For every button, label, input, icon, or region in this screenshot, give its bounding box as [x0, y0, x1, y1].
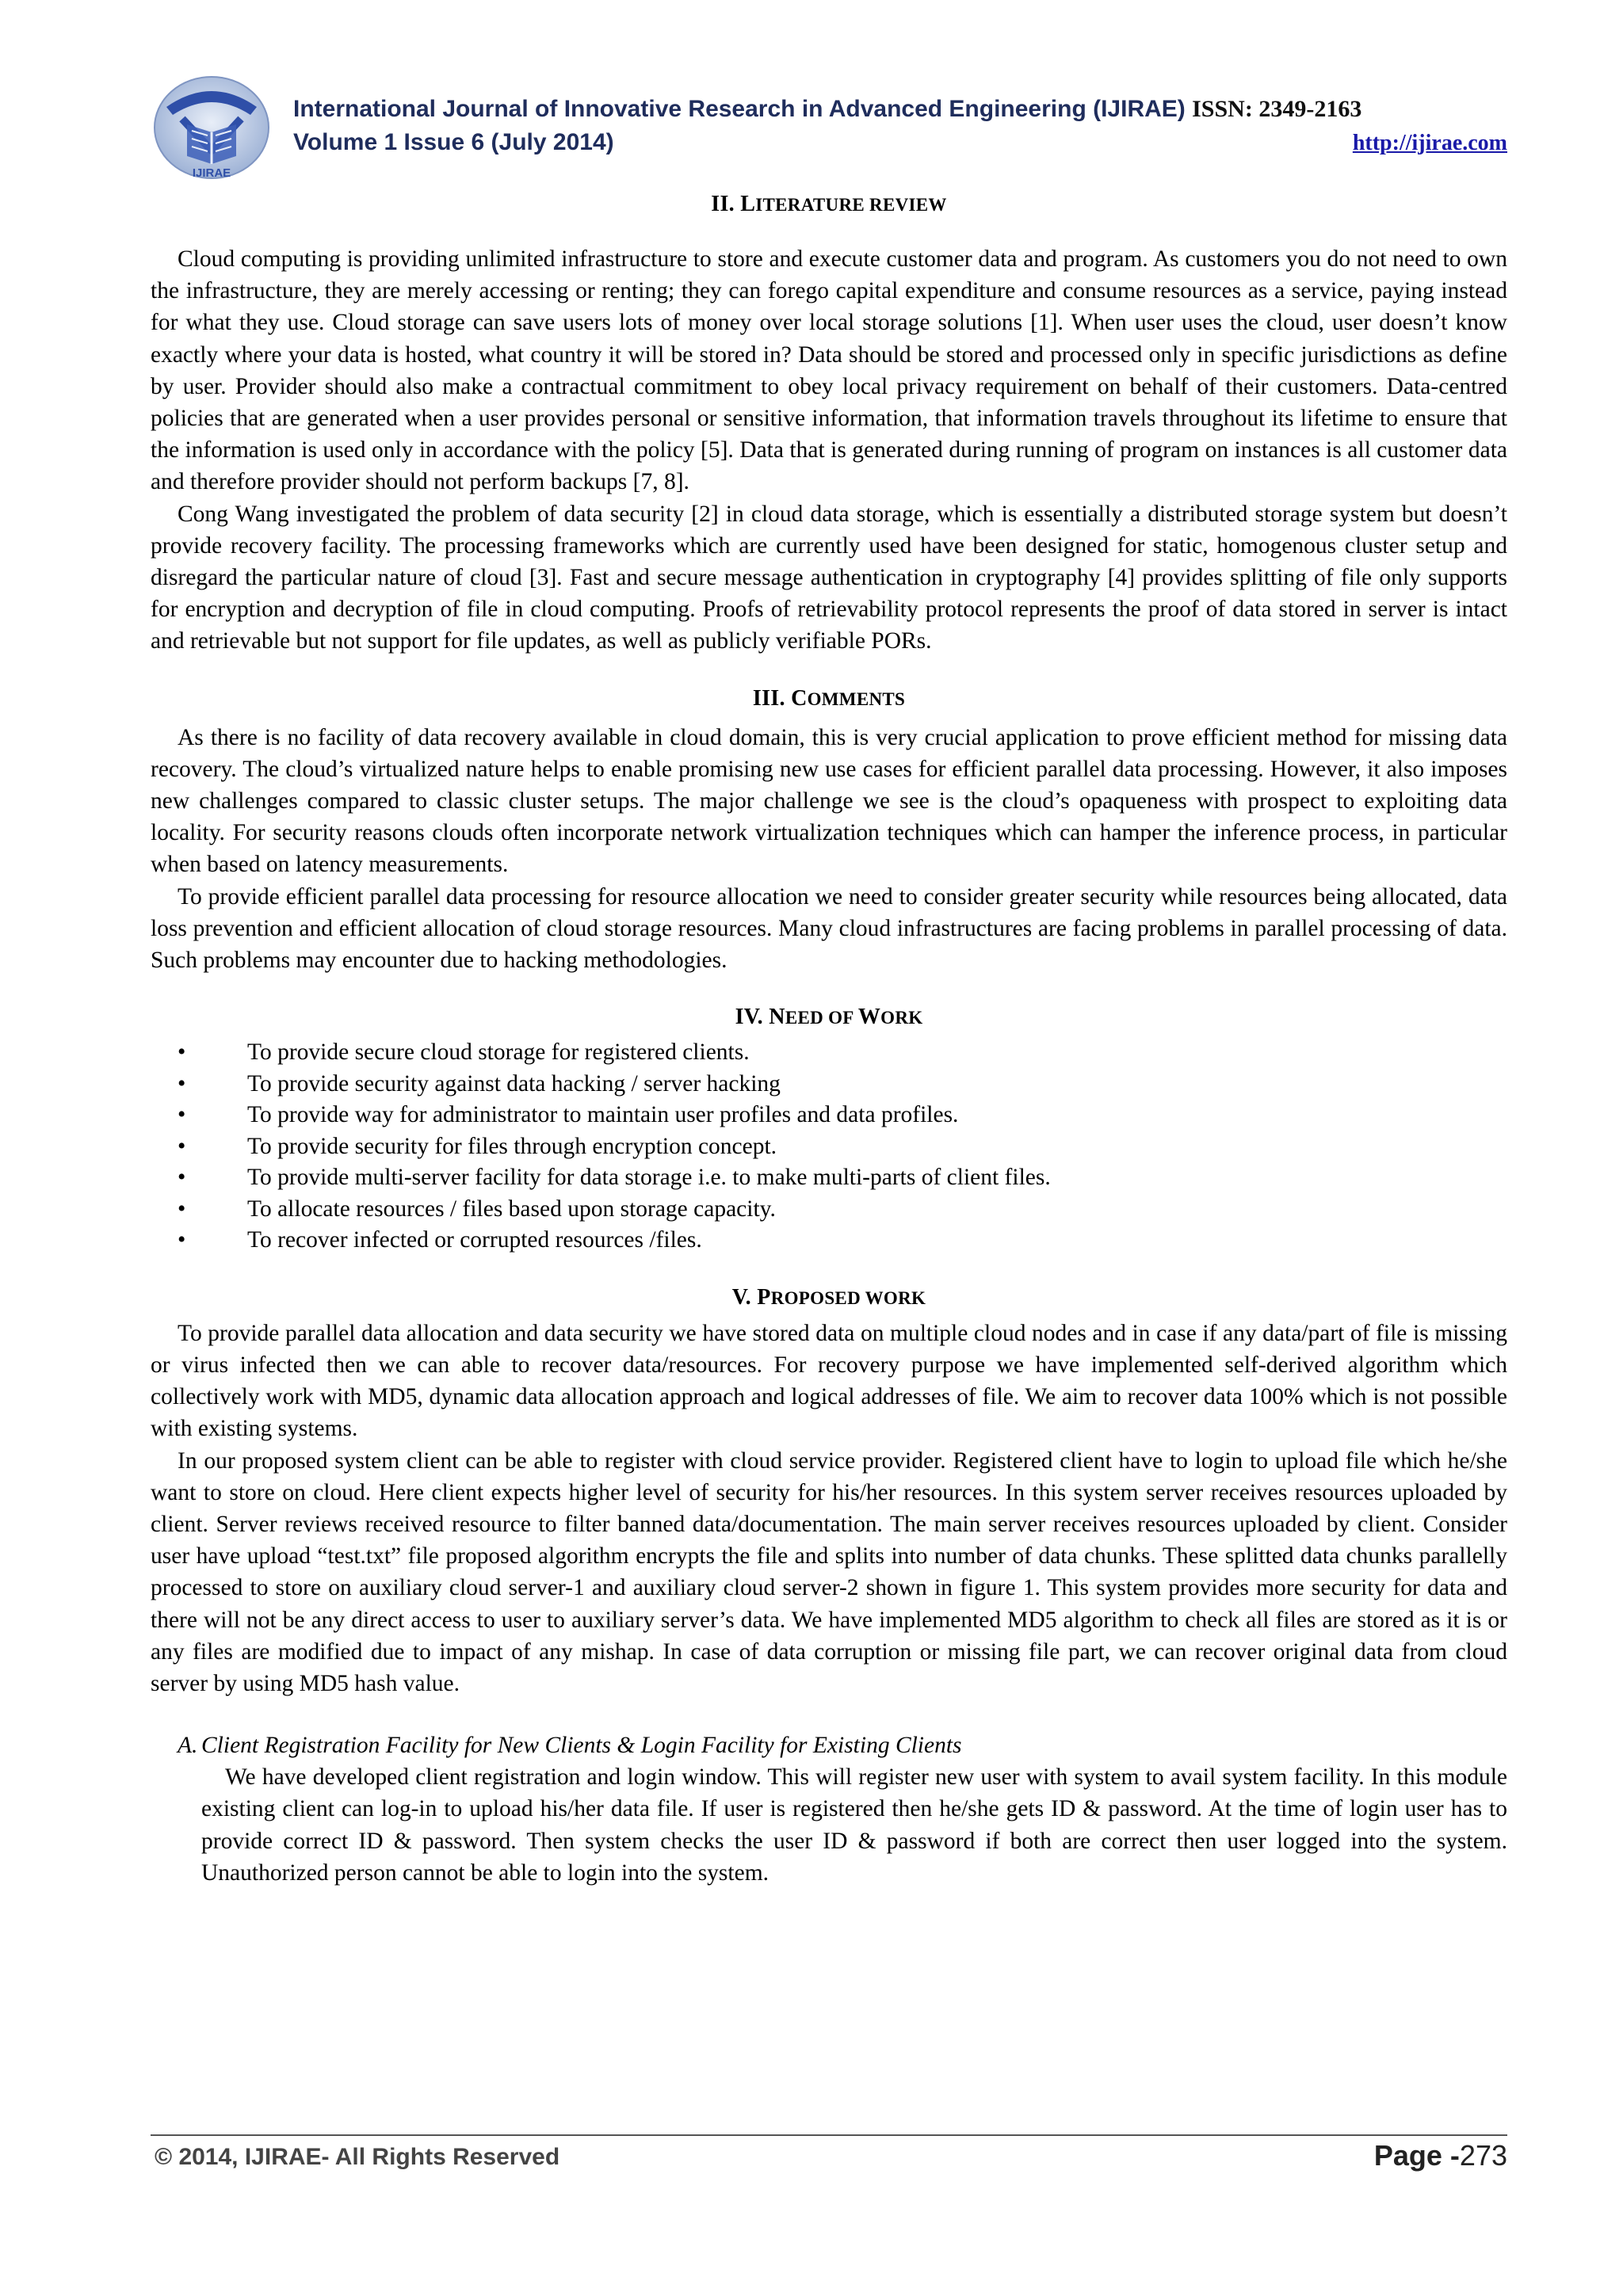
bullet-icon: • — [178, 1039, 186, 1066]
volume-issue: Volume 1 Issue 6 (July 2014) — [293, 129, 614, 155]
section-title-initial: P — [757, 1284, 771, 1310]
bullet-icon: • — [178, 1133, 186, 1159]
paragraph: As there is no facility of data recovery available in cloud domain, this is very crucial application to prove efficient method for missing data recovery. The cloud’s virtualized nature helps to enable promising new use cases for efficient parallel data processing. However, it also imposes new challenges compared to classic cluster setups. The major challenge we see is the cloud’s opaqueness with prospect to exploiting data locality. For security reasons clouds often incorporate network virtualization techniques which can hamper the inference process, in particular when based on latency measurements. — [151, 724, 1507, 878]
list-item: • To provide secure cloud storage for registered clients. — [151, 1037, 1507, 1069]
bullet-icon: • — [178, 1102, 186, 1128]
section-heading-comments — [151, 685, 1507, 714]
section-title-mid: EED OF — [785, 1008, 858, 1028]
paragraph: We have developed client registration and login window. This will register new user with system to avail system facility. In this module existing client can log-in to upload his/her data file. If user is registered then he/she gets ID & password. At the time of login user has to provide correct ID & password. Then system checks the user ID & password if both are correct then user logged into the system. Unauthorized person cannot be able to login into the system. — [201, 1764, 1507, 1886]
page-header — [151, 75, 1507, 178]
subsection-heading — [151, 1730, 1507, 1761]
section-title-rest: ITERATURE REVIEW — [755, 195, 947, 215]
bullet-icon: • — [178, 1165, 186, 1191]
list-item: • To allocate resources / files based upon storage capacity. — [151, 1194, 1507, 1226]
section-title-initial: L — [740, 192, 756, 216]
section-number: III. — [752, 685, 785, 711]
paragraph: To provide efficient parallel data processing for resource allocation we need to consider greater security while resources being allocated, data loss prevention and efficient allocation of cloud storage resources. Many cloud infrastructures are facing problems in parallel processing of data. Such problems may encounter due to hacking methodologies. — [151, 883, 1507, 974]
issn: ISSN: 2349-2163 — [1192, 96, 1362, 122]
page-label: Page - — [1373, 2139, 1460, 2172]
copyright: © 2014, IJIRAE- All Rights Reserved — [155, 2144, 560, 2170]
journal-name: International Journal of Innovative Research in Advanced Engineering (IJIRAE) — [293, 96, 1186, 122]
article-body — [151, 190, 1507, 1889]
section-title-initial: W — [857, 1005, 881, 1030]
list-item: • To provide security against data hacking / server hacking — [151, 1069, 1507, 1100]
journal-url-link[interactable]: http://ijirae.com — [1352, 131, 1507, 155]
list-item: • To provide way for administrator to maintain user profiles and data profiles. — [151, 1100, 1507, 1131]
bullet-icon: • — [178, 1070, 186, 1097]
need-of-work-list — [151, 1037, 1507, 1257]
list-item: • To recover infected or corrupted resources /files. — [151, 1225, 1507, 1257]
subsection-letter: A. — [178, 1733, 198, 1759]
section-number: IV. — [735, 1005, 763, 1030]
subsection-title: Client Registration Facility for New Clients & Login Facility for Existing Clients — [201, 1733, 962, 1759]
section-heading-literature-review — [151, 190, 1507, 219]
footer-divider — [151, 2134, 1507, 2136]
list-item: • To provide multi-server facility for data storage i.e. to make multi-parts of client files. — [151, 1162, 1507, 1194]
section-title-initial: C — [791, 685, 808, 711]
section-title-rest: ROPOSED WORK — [770, 1287, 926, 1308]
section-title-rest: OMMENTS — [807, 688, 906, 709]
section-number: II. — [711, 192, 735, 216]
paragraph: To provide parallel data allocation and data security we have stored data on multiple cloud nodes and in case if any data/part of file is missing or virus infected then we can able to recover data/resources. For recovery purpose we have implemented self-derived algorithm which collectively work with MD5, dynamic data allocation approach and logical addresses of file. We aim to recover data 100% which is not possible with existing systems. — [151, 1320, 1507, 1442]
bullet-icon: • — [178, 1196, 186, 1222]
section-title-initial: N — [769, 1005, 785, 1030]
bullet-icon: • — [178, 1227, 186, 1253]
section-title-rest: ORK — [880, 1008, 923, 1028]
paragraph: In our proposed system client can be able to register with cloud service provider. Registered client have to login to upload file which he/she want to store on cloud. Here client expects higher level of security for his/her resources. In this system server receives resources uploaded by client. Server reviews received resource to filter banned data/documentation. The main server receives resources uploaded by client. Consider user have upload “test.txt” file proposed algorithm encrypts the file and splits into number of data chunks. These splitted data chunks parallelly processed to store on auxiliary cloud server-1 and auxiliary cloud server-2 shown in figure 1. This system provides more security for data and there will not be any direct access to user to auxiliary server’s data. We have implemented MD5 algorithm to check all files are stored as it is or any files are modified due to impact of any mishap. In case of data corruption or missing file part, we can recover original data from cloud server by using MD5 hash value. — [151, 1447, 1507, 1696]
section-heading-need-of-work — [151, 1003, 1507, 1032]
journal-title — [293, 96, 1361, 123]
paragraph: Cong Wang investigated the problem of data security [2] in cloud data storage, which is essentially a distributed storage system but doesn’t provide recovery facility. The processing frameworks which are currently used have been designed for static, homogenous cluster setup and disregard the particular nature of cloud [3]. Fast and secure message authentication in cryptography [4] provides splitting of file only supports for encryption and decryption of file in cloud computing. Proofs of retrievability protocol represents the proof of data stored in server is intact and retrievable but not support for file updates, as well as publicly verifiable PORs. — [151, 501, 1507, 654]
section-heading-proposed-work — [151, 1283, 1507, 1313]
logo-text: IJIRAE — [192, 166, 231, 180]
paragraph: Cloud computing is providing unlimited infrastructure to store and execute customer data and program. As customers you do not need to own the infrastructure, they are merely accessing or renting; they can forego capital expenditure and consume resources as a service, paying instead for what they use. Cloud storage can save users lots of money over local storage solutions [1]. When user uses the cloud, user doesn’t know exactly where your data is hosted, what country it will be stored in? Data should be stored and processed only in specific jurisdictions as define by user. Provider should also make a contractual commitment to obey local privacy requirement on behalf of their customers. Data-centred policies that are generated when a user provides personal or sensitive information, that information travels throughout its lifetime to ensure that the information is used only in accordance with the policy [5]. Data that is generated during running of program on instances is all customer data and therefore provider should not perform backups [7, 8]. — [151, 246, 1507, 495]
list-item: • To provide security for files through encryption concept. — [151, 1131, 1507, 1163]
page-number-value: 273 — [1459, 2139, 1507, 2172]
page-number — [1374, 2139, 1507, 2172]
section-number: V. — [731, 1284, 751, 1310]
ijirae-logo — [151, 75, 273, 182]
